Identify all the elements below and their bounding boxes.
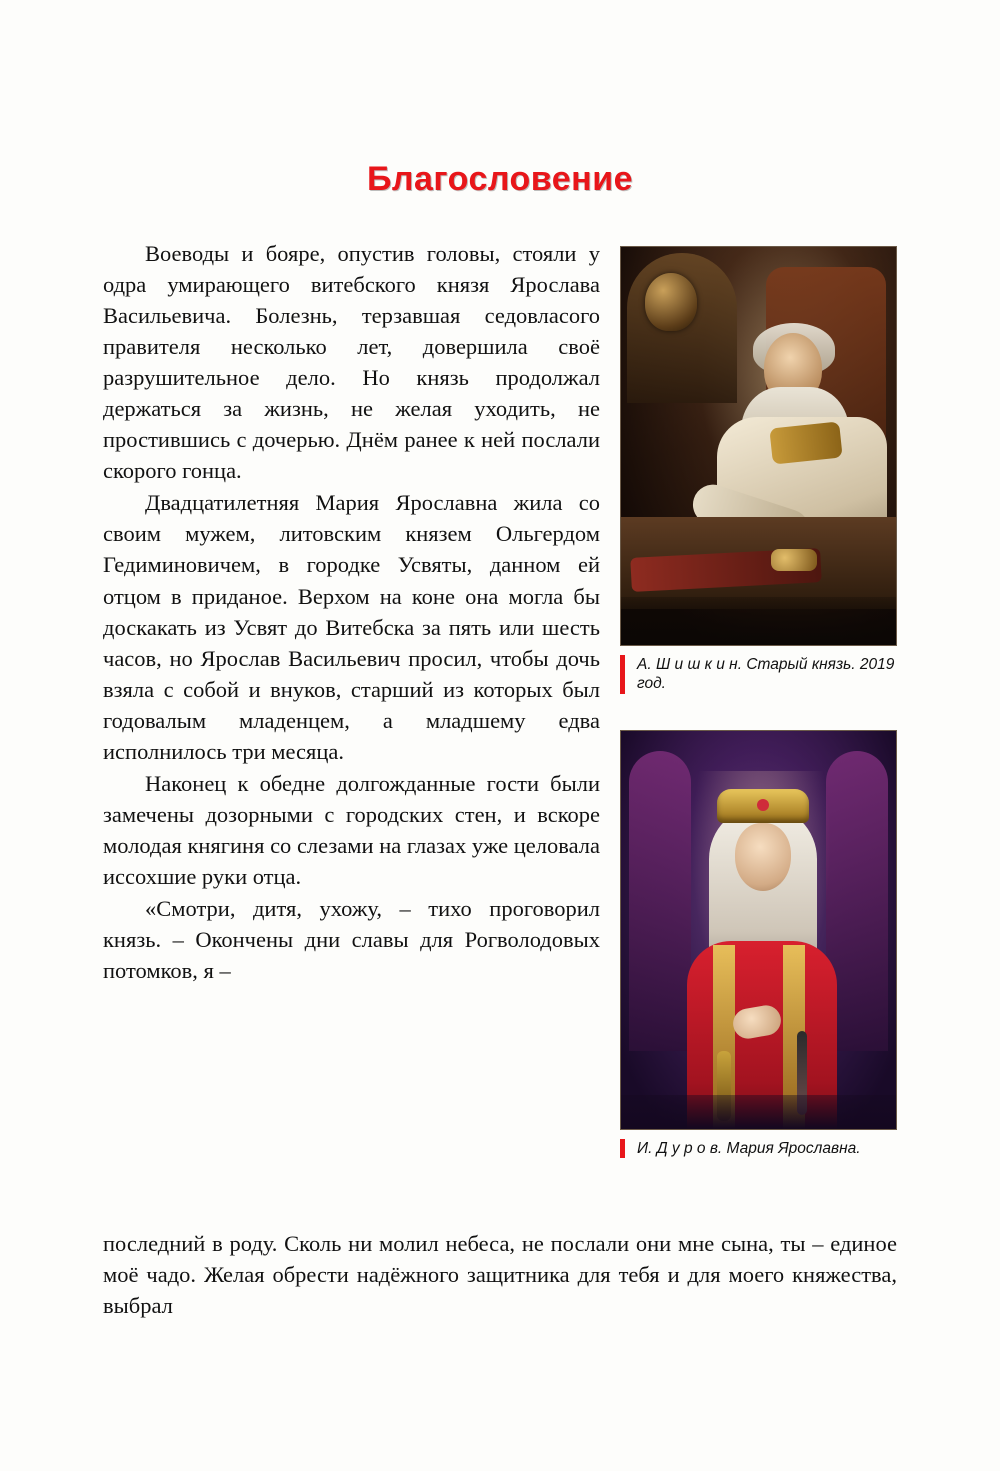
figure-maria-yaroslavna [620, 730, 897, 1158]
crown-icon [717, 789, 809, 823]
main-text-full-width [103, 1228, 897, 1321]
paragraph: Наконец к обедне долгожданные гости были замечены дозорными с городских стен, и вскоре молодая княгиня со слезами на глазах уже целовала иссохшие руки отца. [103, 770, 600, 889]
main-text-left-column [103, 238, 600, 987]
old-prince-painting [620, 246, 897, 646]
maria-yaroslavna-painting [620, 730, 897, 1130]
figure-old-prince [620, 246, 897, 694]
gold-object-shape [771, 549, 817, 571]
foreground-shadow [621, 597, 896, 645]
figure-caption: И. Д у р о в. Мария Ярославна. [620, 1139, 897, 1158]
paragraph: последний в роду. Сколь ни молил небеса, не послали они мне сына, ты – единое моё чадо. Желая обрести надёжного защитника для тебя и для моего княжества, выбрал [103, 1231, 897, 1319]
collar-shape [769, 421, 842, 464]
page-title: Благословение [366, 160, 633, 198]
face-shape [735, 823, 791, 891]
paragraph: Двадцатилетняя Мария Ярославна жила со своим мужем, литовским князем Ольгердом Гедиминовичем, в городке Усвяты, данном ей отцом в приданое. Верхом на коне она могла бы доскакать из Усвят до Витебска за пять или шесть часов, но Ярослав Васильевич просил, чтобы дочь взяла с собой и внуков, старший из которых был годовалым младенцем, а младшему едва исполнилось три месяца. [103, 490, 600, 764]
figure-caption: А. Ш и ш к и н. Старый князь. 2019 год. [620, 655, 897, 694]
paragraph: «Смотри, дитя, ухожу, – тихо проговорил князь. – Окончены дни славы для Рогволодовых потомков, я – [103, 895, 600, 984]
arch-left-shape [629, 751, 691, 1051]
paragraph: Воеводы и бояре, опустив головы, стояли у одра умирающего витебского князя Ярослава Васильевича. Болезнь, терзавшая седовласого правителя несколько лет, довершила своё разрушительное дело. Но князь продолжал держаться за жизнь, не желая уходить, не простившись с дочерью. Днём ранее к ней послали скорого гонца. [103, 241, 600, 484]
floor-shadow [621, 1095, 896, 1129]
shield-icon [645, 273, 697, 331]
